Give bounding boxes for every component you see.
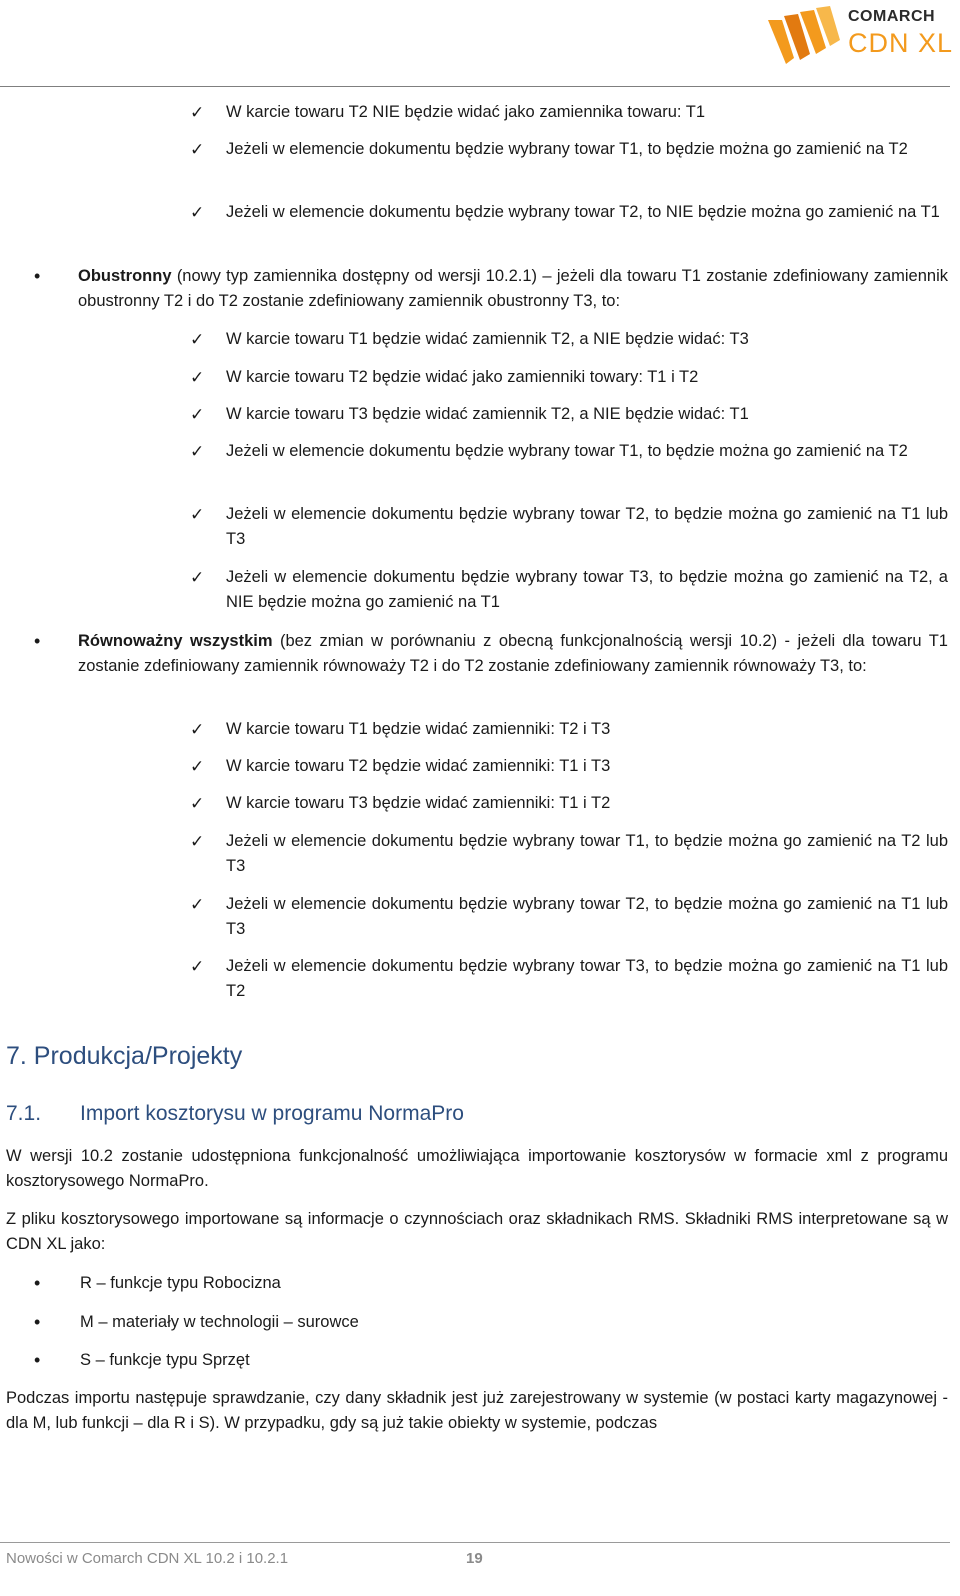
checkmark-icon: ✓: [190, 895, 205, 914]
paragraph: Z pliku kosztorysowego importowane są informacje o czynnościach oraz składnikach RMS. Składniki RMS interpretowane są w CDN XL jako:: [6, 1210, 948, 1253]
checkmark-icon: ✓: [190, 794, 205, 813]
list-item: ✓ Jeżeli w elemencie dokumentu będzie wybrany towar T3, to będzie można go zamienić na T2, a NIE będzie można go zamienić na T1: [190, 565, 948, 615]
list-item: ✓ Jeżeli w elemencie dokumentu będzie wybrany towar T1, to będzie można go zamienić na T2: [190, 137, 948, 162]
checkmark-icon: ✓: [190, 568, 205, 587]
section-heading: 7. Produkcja/Projekty: [6, 1042, 243, 1070]
list-item: ✓ Jeżeli w elemencie dokumentu będzie wybrany towar T2, to będzie można go zamienić na T1 lub T3: [190, 892, 948, 942]
header-divider: [0, 86, 950, 87]
subsection-heading: [6, 1102, 464, 1126]
brand-top: COMARCH: [848, 8, 936, 25]
list-item: ✓ Jeżeli w elemencie dokumentu będzie wybrany towar T2, to będzie można go zamienić na T1 lub T3: [190, 502, 948, 552]
page-header: [0, 0, 960, 88]
brand-bottom: CDN XL: [848, 28, 954, 58]
list-item: • M – materiały w technologii – surowce: [34, 1310, 948, 1335]
checkmark-icon: ✓: [190, 957, 205, 976]
list-item: ✓ W karcie towaru T1 będzie widać zamiennik T2, a NIE będzie widać: T3: [190, 327, 948, 352]
checkmark-icon: ✓: [190, 103, 205, 122]
subsection-title: Import kosztorysu w programu NormaPro: [80, 1102, 464, 1125]
checkmark-icon: ✓: [190, 330, 205, 349]
term-rownowazny: Równoważny wszystkim: [78, 632, 273, 650]
list-item: ✓ Jeżeli w elemencie dokumentu będzie wybrany towar T1, to będzie można go zamienić na T2: [190, 439, 948, 464]
bullet-icon: •: [34, 266, 41, 286]
footer-divider: [0, 1542, 950, 1543]
bullet-rownowazny: [34, 629, 948, 679]
bullet-icon: •: [34, 1273, 41, 1293]
paragraph: W wersji 10.2 zostanie udostępniona funkcjonalność umożliwiająca importowanie kosztorysów w formacie xml z programu kosztorysowego NormaPro.: [6, 1147, 948, 1190]
list-item: ✓ Jeżeli w elemencie dokumentu będzie wybrany towar T3, to będzie można go zamienić na T1 lub T2: [190, 954, 948, 1004]
bullet-icon: •: [34, 631, 41, 651]
checkmark-icon: ✓: [190, 442, 205, 461]
checkmark-icon: ✓: [190, 720, 205, 739]
subsection-number: 7.1.: [6, 1102, 42, 1125]
list-item: ✓ W karcie towaru T1 będzie widać zamienniki: T2 i T3: [190, 717, 948, 742]
bullet-obustronny: [34, 264, 948, 314]
page-number: 19: [466, 1550, 483, 1567]
list-item: ✓ W karcie towaru T2 będzie widać jako zamienniki towary: T1 i T2: [190, 365, 948, 390]
footer-title: Nowości w Comarch CDN XL 10.2 i 10.2.1: [6, 1550, 289, 1567]
list-item: ✓ W karcie towaru T3 będzie widać zamienniki: T1 i T2: [190, 791, 948, 816]
rownowazny-description: (bez zmian w porównaniu z obecną funkcjonalnością wersji 10.2) - jeżeli dla towaru T1 zostanie zdefiniowany zamiennik równoważy T2 i do T2 zostanie zdefiniowany zamiennik równoważy T3, to:: [78, 632, 948, 675]
list-item: ✓ Jeżeli w elemencie dokumentu będzie wybrany towar T1, to będzie można go zamienić na T2 lub T3: [190, 829, 948, 879]
paragraph: Podczas importu następuje sprawdzanie, czy dany składnik jest już zarejestrowany w systemie (w postaci karty magazynowej - dla M, lub funkcji – dla R i S). W przypadku, gdy są już takie obiekty w systemie, podczas: [6, 1389, 948, 1432]
checkmark-icon: ✓: [190, 140, 205, 159]
term-obustronny: Obustronny: [78, 267, 172, 285]
bullet-icon: •: [34, 1350, 41, 1370]
checkmark-icon: ✓: [190, 832, 205, 851]
list-item: ✓ Jeżeli w elemencie dokumentu będzie wybrany towar T2, to NIE będzie można go zamienić na T1: [190, 200, 948, 225]
list-item: ✓ W karcie towaru T2 będzie widać zamienniki: T1 i T3: [190, 754, 948, 779]
obustronny-description: (nowy typ zamiennika dostępny od wersji 10.2.1) – jeżeli dla towaru T1 zostanie zdefiniowany zamiennik obustronny T2 i do T2 zostanie zdefiniowany zamiennik obustronny T3, to:: [78, 267, 948, 310]
bullet-icon: •: [34, 1312, 41, 1332]
checkmark-icon: ✓: [190, 505, 205, 524]
list-item: • R – funkcje typu Robocizna: [34, 1271, 948, 1296]
list-item: ✓ W karcie towaru T2 NIE będzie widać jako zamiennika towaru: T1: [190, 100, 948, 125]
checkmark-icon: ✓: [190, 368, 205, 387]
checkmark-icon: ✓: [190, 757, 205, 776]
checkmark-icon: ✓: [190, 405, 205, 424]
checkmark-icon: ✓: [190, 203, 205, 222]
list-item: • S – funkcje typu Sprzęt: [34, 1348, 948, 1373]
list-item: ✓ W karcie towaru T3 będzie widać zamiennik T2, a NIE będzie widać: T1: [190, 402, 948, 427]
